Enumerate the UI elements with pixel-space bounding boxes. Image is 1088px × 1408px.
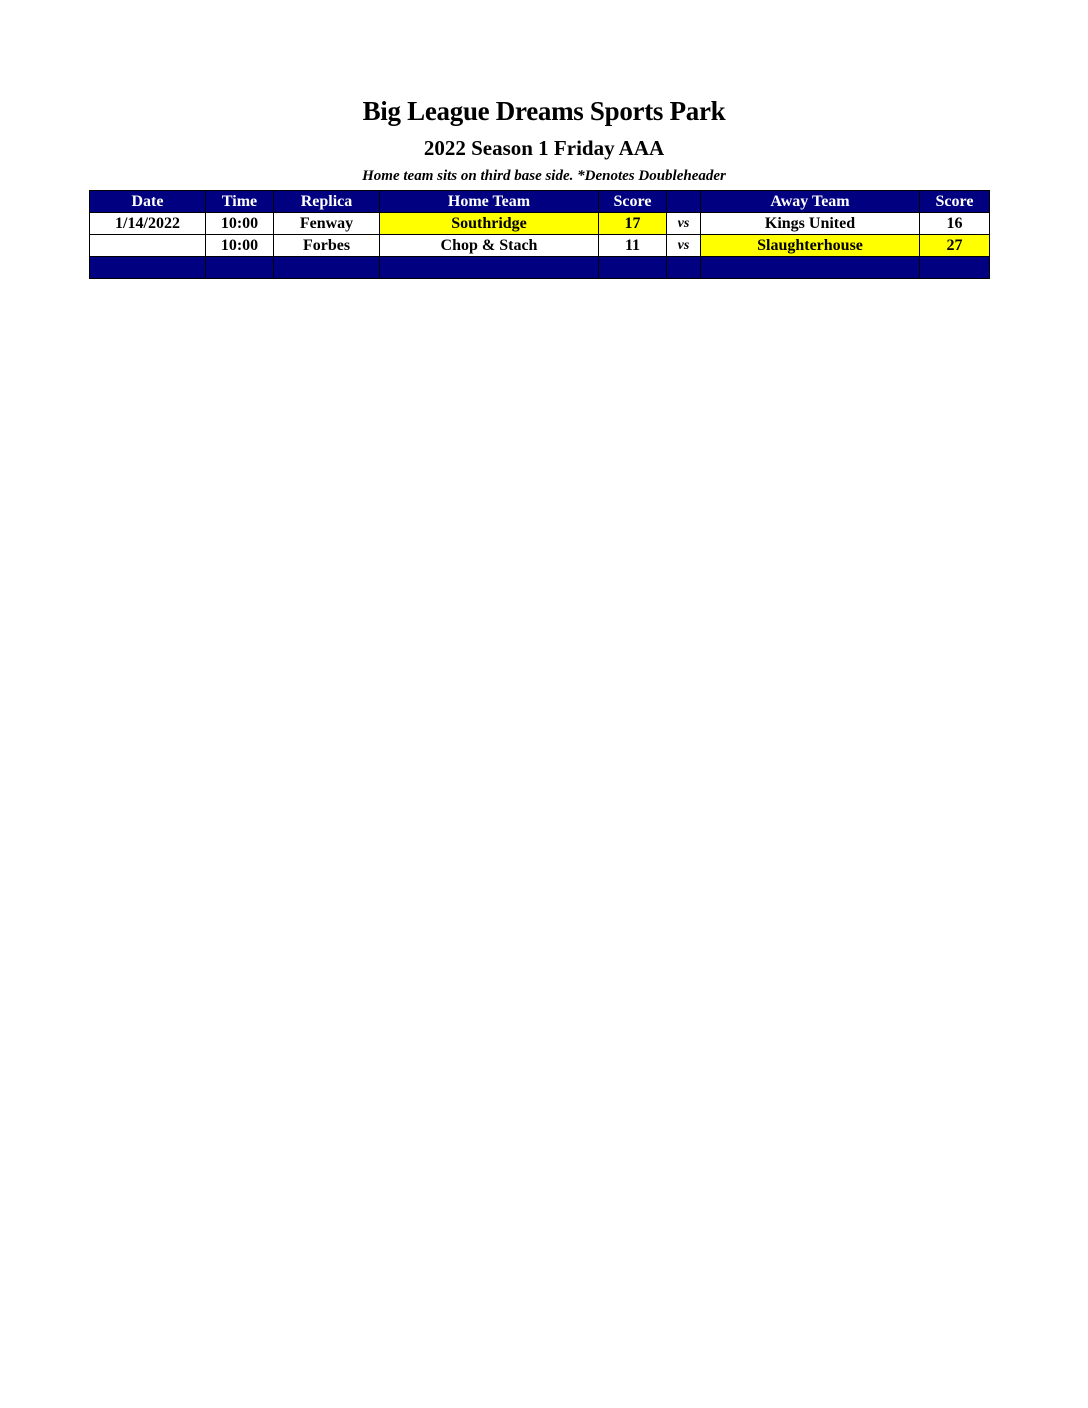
empty-cell [920,257,990,279]
away-score: 27 [920,235,990,257]
empty-cell [90,257,206,279]
away-team: Slaughterhouse [701,235,920,257]
away-score: 16 [920,213,990,235]
empty-cell [380,257,599,279]
column-header-vs [667,191,701,213]
page-title: Big League Dreams Sports Park [362,96,726,126]
away-team: Kings United [701,213,920,235]
empty-row [90,257,990,279]
vs-label: vs [667,213,701,235]
table-header-row [90,191,990,213]
column-header-home-team: Home Team [380,191,599,213]
game-date [90,235,206,257]
column-header-time: Time [206,191,274,213]
home-team: Chop & Stach [380,235,599,257]
empty-cell [667,257,701,279]
home-score: 11 [599,235,667,257]
game-time: 10:00 [206,235,274,257]
game-replica: Fenway [274,213,380,235]
game-replica: Forbes [274,235,380,257]
column-header-date: Date [90,191,206,213]
schedule-note: Home team sits on third base side. *Denotes Doubleheader [362,168,726,184]
empty-cell [701,257,920,279]
game-time: 10:00 [206,213,274,235]
column-header-replica: Replica [274,191,380,213]
column-header-away-score: Score [920,191,990,213]
game-date: 1/14/2022 [90,213,206,235]
empty-cell [599,257,667,279]
table-row [90,213,990,235]
column-header-away-team: Away Team [701,191,920,213]
schedule-table [89,190,990,279]
vs-label: vs [667,235,701,257]
empty-cell [274,257,380,279]
table-row [90,235,990,257]
home-team: Southridge [380,213,599,235]
empty-cell [206,257,274,279]
home-score: 17 [599,213,667,235]
column-header-home-score: Score [599,191,667,213]
page-subtitle: 2022 Season 1 Friday AAA [423,136,665,160]
